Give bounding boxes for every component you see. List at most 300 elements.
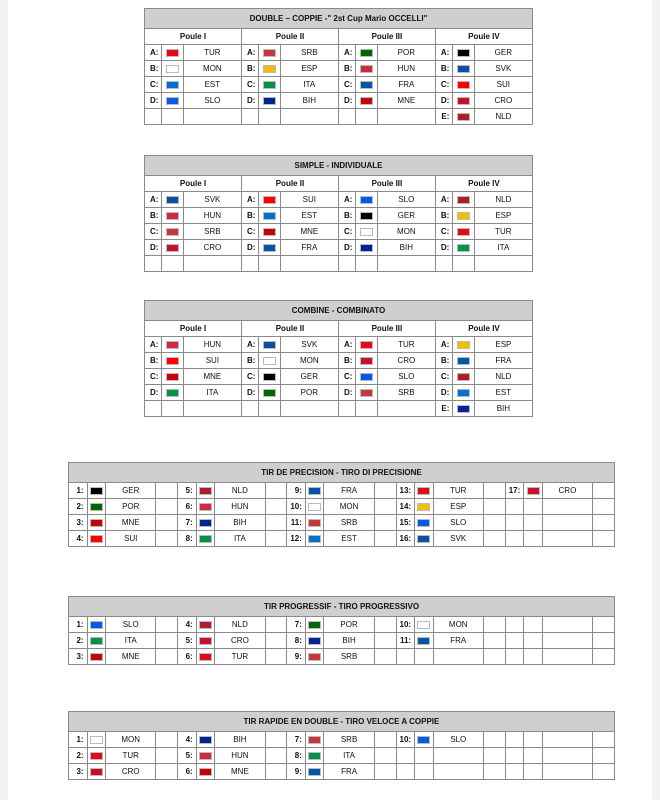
flag-cell [259,401,280,417]
empty-cell [483,483,505,499]
empty-cell [156,531,178,547]
flag-icon [263,341,276,349]
country-code: MON [183,61,241,77]
flag-icon [199,736,212,744]
flag-cell [356,224,377,240]
flag-icon [308,768,321,776]
flag-icon [417,736,430,744]
flag-cell [453,93,474,109]
order-number: 9: [287,649,306,665]
country-code: FRA [324,483,374,499]
flag-cell [524,483,543,499]
empty-cell [374,649,396,665]
country-code: MON [106,732,156,748]
rapide-table [68,711,615,780]
empty-cell [156,617,178,633]
empty-cell [483,748,505,764]
flag-cell [415,748,434,764]
slot-label: A: [145,45,162,61]
table-row [145,369,533,385]
slot-label [145,109,162,125]
flag-cell [162,93,183,109]
country-code [542,633,592,649]
flag-icon [263,357,276,365]
country-code [377,401,435,417]
empty-cell [374,732,396,748]
slot-label: D: [338,93,355,109]
flag-cell [87,732,106,748]
flag-icon [166,97,179,105]
country-code [280,109,338,125]
country-code: SUI [183,353,241,369]
flag-icon [166,228,179,236]
table-row [145,337,533,353]
flag-icon [457,228,470,236]
country-code: ESP [433,499,483,515]
flag-cell [87,748,106,764]
order-number: 13: [396,483,415,499]
slot-label: D: [145,385,162,401]
empty-cell [374,764,396,780]
country-code: SLO [433,515,483,531]
section-title: SIMPLE - INDIVIDUALE [145,156,533,176]
section-title: TIR RAPIDE EN DOUBLE - TIRO VELOCE A COPPIE [69,712,615,732]
flag-cell [356,256,377,272]
section-title: DOUBLE – COPPIE -" 2st Cup Mario OCCELLI" [145,9,533,29]
flag-icon [166,212,179,220]
order-number: 15: [396,515,415,531]
empty-cell [593,649,615,665]
flag-cell [259,256,280,272]
flag-cell [453,240,474,256]
country-code: CRO [542,483,592,499]
slot-label [145,401,162,417]
flag-icon [166,244,179,252]
slot-label: D: [241,93,258,109]
country-code: TUR [183,45,241,61]
flag-cell [453,337,474,353]
order-number: 14: [396,499,415,515]
order-number: 9: [287,764,306,780]
slot-label: D: [338,385,355,401]
order-number: 7: [178,515,197,531]
empty-cell [593,764,615,780]
flag-cell [87,515,106,531]
flag-cell [162,240,183,256]
country-code: TUR [377,337,435,353]
country-code: SUI [280,192,338,208]
flag-icon [90,487,103,495]
slot-label: C: [338,369,355,385]
slot-label: B: [241,208,258,224]
flag-cell [305,633,324,649]
flag-cell [453,224,474,240]
country-code: SVK [474,61,532,77]
country-code: CRO [215,633,265,649]
flag-cell [196,633,215,649]
empty-cell [593,483,615,499]
empty-cell [265,515,287,531]
slot-label: E: [435,109,452,125]
country-code [183,256,241,272]
flag-icon [417,535,430,543]
table-row [145,45,533,61]
country-code: ITA [183,385,241,401]
flag-icon [199,637,212,645]
country-code: HUN [183,208,241,224]
country-code: CRO [106,764,156,780]
flag-icon [90,637,103,645]
country-code: BIH [377,240,435,256]
order-number: 12: [287,531,306,547]
flag-icon [457,341,470,349]
country-code: ITA [106,633,156,649]
flag-cell [259,224,280,240]
flag-icon [199,768,212,776]
country-code: SLO [183,93,241,109]
flag-cell [259,353,280,369]
flag-icon [308,752,321,760]
country-code: EST [183,77,241,93]
section-title: TIR DE PRECISION - TIRO DI PRECISIONE [69,463,615,483]
empty-cell [593,531,615,547]
country-code: ITA [324,748,374,764]
flag-cell [415,617,434,633]
slot-label [435,256,452,272]
flag-icon [457,196,470,204]
slot-label: B: [145,61,162,77]
country-code: MON [324,499,374,515]
slot-label: B: [435,208,452,224]
order-number: 8: [178,531,197,547]
slot-label: B: [435,61,452,77]
country-code: SVK [183,192,241,208]
country-code: GER [106,483,156,499]
empty-cell [156,732,178,748]
country-code: MNE [280,224,338,240]
order-number: 4: [178,617,197,633]
flag-icon [263,212,276,220]
order-number: 1: [69,732,88,748]
order-number: 2: [69,748,88,764]
table-row [145,401,533,417]
slot-label: C: [145,77,162,93]
flag-cell [87,531,106,547]
empty-cell [483,649,505,665]
flag-icon [360,81,373,89]
order-number [505,748,524,764]
flag-cell [87,617,106,633]
country-code: EST [324,531,374,547]
flag-cell [453,208,474,224]
flag-cell [305,748,324,764]
empty-cell [265,732,287,748]
country-code [542,515,592,531]
country-code: GER [474,45,532,61]
table-row [145,256,533,272]
slot-label: D: [338,240,355,256]
flag-cell [162,369,183,385]
country-code: SRB [183,224,241,240]
country-code: TUR [433,483,483,499]
order-number [505,499,524,515]
slot-label: A: [435,45,452,61]
country-code: SLO [377,192,435,208]
poule-header: Poule I [145,176,242,192]
order-number [505,617,524,633]
slot-label: A: [435,337,452,353]
country-code: NLD [474,109,532,125]
slot-label [241,109,258,125]
doubles-table [144,8,533,125]
country-code [542,499,592,515]
country-code: MNE [106,515,156,531]
flag-cell [259,45,280,61]
flag-cell [524,633,543,649]
flag-cell [356,93,377,109]
empty-cell [156,748,178,764]
order-number: 7: [287,617,306,633]
poule-header: Poule III [338,29,435,45]
empty-cell [483,732,505,748]
country-code: SUI [474,77,532,93]
table-row [145,240,533,256]
flag-cell [415,732,434,748]
flag-icon [90,503,103,511]
flag-cell [356,208,377,224]
order-number: 3: [69,764,88,780]
empty-cell [483,617,505,633]
flag-cell [196,764,215,780]
flag-icon [360,228,373,236]
flag-cell [87,633,106,649]
flag-cell [356,192,377,208]
flag-cell [524,499,543,515]
country-code: SRB [377,385,435,401]
flag-icon [360,65,373,73]
flag-cell [305,764,324,780]
flag-cell [87,499,106,515]
flag-icon [263,65,276,73]
country-code: POR [106,499,156,515]
flag-cell [87,483,106,499]
table-row [145,385,533,401]
empty-cell [265,617,287,633]
slot-label: D: [145,93,162,109]
flag-cell [87,764,106,780]
flag-icon [263,81,276,89]
slot-label: C: [435,77,452,93]
flag-icon [199,752,212,760]
slot-label: D: [241,385,258,401]
flag-icon [263,373,276,381]
country-code: SVK [280,337,338,353]
table-row [145,192,533,208]
flag-cell [356,61,377,77]
poule-header: Poule IV [435,321,532,337]
order-number: 11: [396,633,415,649]
flag-icon [360,212,373,220]
country-code: EST [280,208,338,224]
country-code: CRO [183,240,241,256]
country-code [433,764,483,780]
order-number [505,531,524,547]
country-code: TUR [215,649,265,665]
slot-label [145,256,162,272]
empty-cell [593,748,615,764]
flag-cell [453,369,474,385]
precision-table [68,462,615,547]
table-row [69,764,615,780]
flag-icon [417,519,430,527]
country-code: ITA [215,531,265,547]
table-row [145,61,533,77]
flag-icon [90,653,103,661]
table-row [145,93,533,109]
empty-cell [156,649,178,665]
flag-cell [162,256,183,272]
flag-cell [453,256,474,272]
slot-label: C: [241,369,258,385]
country-code: HUN [215,748,265,764]
flag-cell [356,337,377,353]
flag-cell [196,483,215,499]
country-code: BIH [474,401,532,417]
flag-cell [524,531,543,547]
slot-label: A: [338,192,355,208]
empty-cell [156,515,178,531]
slot-label: A: [241,192,258,208]
flag-icon [360,49,373,57]
poule-header: Poule I [145,29,242,45]
country-code [542,649,592,665]
flag-icon [166,357,179,365]
flag-cell [259,240,280,256]
slot-label: B: [338,353,355,369]
flag-cell [524,617,543,633]
order-number: 10: [287,499,306,515]
empty-cell [265,499,287,515]
country-code [542,617,592,633]
slot-label: B: [241,61,258,77]
flag-icon [90,535,103,543]
country-code: SUI [106,531,156,547]
order-number: 1: [69,483,88,499]
flag-icon [417,637,430,645]
country-code: SRB [324,515,374,531]
flag-cell [162,61,183,77]
country-code: MNE [106,649,156,665]
flag-icon [166,49,179,57]
flag-icon [360,373,373,381]
slot-label: D: [435,240,452,256]
flag-icon [90,519,103,527]
country-code: POR [280,385,338,401]
order-number: 6: [178,764,197,780]
flag-cell [356,77,377,93]
empty-cell [483,515,505,531]
empty-cell [483,531,505,547]
country-code: POR [324,617,374,633]
flag-icon [308,503,321,511]
flag-cell [259,61,280,77]
slot-label: C: [241,77,258,93]
order-number: 10: [396,732,415,748]
flag-icon [90,752,103,760]
slot-label: B: [145,208,162,224]
flag-cell [162,224,183,240]
country-code: MON [433,617,483,633]
flag-icon [166,65,179,73]
flag-icon [199,621,212,629]
slot-label: B: [338,61,355,77]
flag-icon [308,736,321,744]
empty-cell [483,499,505,515]
empty-cell [593,633,615,649]
table-row [69,649,615,665]
empty-cell [374,748,396,764]
table-row [145,77,533,93]
empty-cell [374,531,396,547]
flag-icon [527,487,540,495]
flag-cell [162,192,183,208]
country-code: GER [280,369,338,385]
table-row [69,633,615,649]
flag-cell [356,353,377,369]
country-code: POR [377,45,435,61]
empty-cell [374,633,396,649]
country-code: HUN [377,61,435,77]
flag-icon [457,49,470,57]
country-code: SLO [433,732,483,748]
table-row [69,483,615,499]
flag-cell [305,483,324,499]
flag-icon [360,244,373,252]
country-code [183,109,241,125]
order-number: 3: [69,515,88,531]
flag-icon [263,244,276,252]
empty-cell [593,732,615,748]
slot-label: A: [435,192,452,208]
flag-icon [199,535,212,543]
flag-cell [453,192,474,208]
flag-icon [166,81,179,89]
country-code: BIH [324,633,374,649]
flag-cell [356,45,377,61]
order-number: 17: [505,483,524,499]
flag-icon [166,389,179,397]
simple-table [144,155,533,272]
flag-icon [90,768,103,776]
country-code: EST [474,385,532,401]
empty-cell [593,617,615,633]
order-number: 8: [287,748,306,764]
table-row [69,732,615,748]
flag-icon [457,97,470,105]
empty-cell [374,515,396,531]
flag-cell [259,385,280,401]
slot-label: A: [338,337,355,353]
empty-cell [156,499,178,515]
order-number: 8: [287,633,306,649]
flag-cell [162,385,183,401]
empty-cell [374,499,396,515]
flag-cell [415,483,434,499]
country-code: ITA [280,77,338,93]
country-code: ESP [280,61,338,77]
order-number: 1: [69,617,88,633]
empty-cell [374,617,396,633]
